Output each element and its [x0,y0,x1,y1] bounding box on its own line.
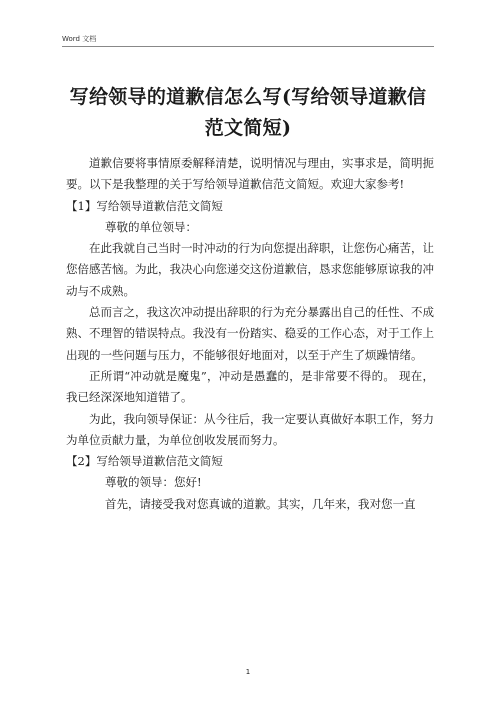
body-paragraph: 总而言之，我这次冲动提出辞职的行为充分暴露出自己的任性、不成熟、不理智的错误特点。我没有一份踏实、稳妥的工作心态，对于工作上出现的一些问题与压力，不能够很好地面对，以至于产生了烦躁情绪。 [66,305,434,362]
body-paragraph: 为此，我向领导保证：从今往后，我一定要认真做好本职工作，努力为单位贡献力量，为单位创收发展而努力。 [66,411,434,447]
section-heading-1: 【1】写给领导道歉信范文简短 [66,198,223,213]
body-paragraph: 在此我就自己当时一时冲动的行为向您提出辞职，让您伤心痛苦，让您倍感苦恼。为此，我决心向您递交这份道歉信，恳求您能够原谅我的冲动与不成熟。 [66,241,434,298]
body-paragraph: 正所谓“冲动就是魔鬼”，冲动是愚蠢的，是非常要不得的。 现在，我已经深深地知道错了。 [66,368,434,405]
page-number: 1 [245,668,251,676]
intro-paragraph: 道歉信要将事情原委解释清楚，说明情况与理由，实事求是，简明扼要。以下是我整理的关于写给领导道歉信范文简短。欢迎大家参考! [66,156,434,192]
title-line-1: 写给领导的道歉信怎么写(写给领导道歉信 [69,86,427,108]
header-divider [62,46,434,47]
section-heading-2: 【2】写给领导道歉信范文简短 [66,454,223,469]
document-title [62,82,434,144]
body-paragraph: 首先，请接受我对您真诚的道歉。其实，几年来，我对您一直 [105,496,416,511]
title-line-2: 范文简短) [204,117,292,139]
salutation-1: 尊敬的单位领导： [105,219,197,234]
salutation-2: 尊敬的领导：您好! [105,475,202,490]
document-body [66,153,434,515]
header-label: Word 文档 [62,35,97,43]
